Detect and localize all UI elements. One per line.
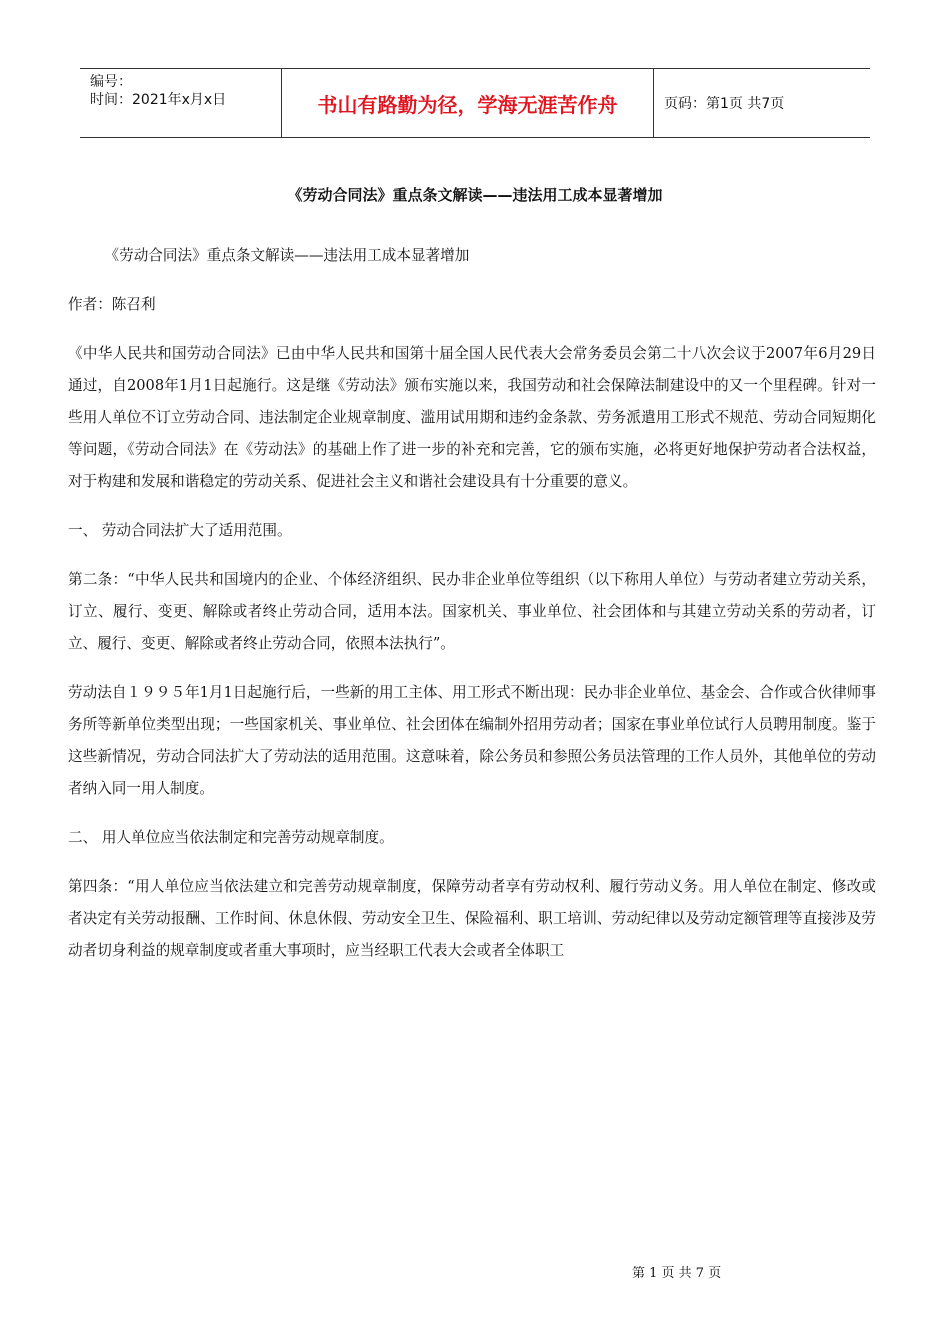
section-heading: 一、 劳动合同法扩大了适用范围。 [68,522,292,539]
header-meta [80,69,282,137]
body-paragraph: 《中华人民共和国劳动合同法》已由中华人民共和国第十届全国人民代表大会常务委员会第二十八次会议于2007年6月29日通过，自2008年1月1日起施行。这是继《劳动法》颁布实施以来，我国劳动和社会保障法制建设中的又一个里程碑。针对一些用人单位不订立劳动合同、违法制定企业规章制度、滥用试用期和违约金条款、劳务派遣用工形式不规范、劳动合同短期化等问题，《劳动合同法》在《劳动法》的基础上作了进一步的补充和完善，它的颁布实施，必将更好地保护劳动者合法权益，对于构建和发展和谐稳定的劳动关系、促进社会主义和谐社会建设具有十分重要的意义。 [68,345,876,490]
header-motto: 书山有路勤为径，学海无涯苦作舟 [282,69,654,137]
time-label: 时间：2021年x月x日 [90,92,227,108]
subtitle-paragraph: 《劳动合同法》重点条文解读——违法用工成本显著增加 [104,247,470,264]
page-header [80,68,870,138]
document-body [68,240,876,984]
body-paragraph: 第四条：“用人单位应当依法建立和完善劳动规章制度，保障劳动者享有劳动权利、履行劳动义务。用人单位在制定、修改或者决定有关劳动报酬、工作时间、休息休假、劳动安全卫生、保险福利、职工培训、劳动纪律以及劳动定额管理等直接涉及劳动者切身利益的规章制度或者重大事项时，应当经职工代表大会或者全体职工 [68,878,876,959]
author-line: 作者：陈召利 [68,296,156,313]
body-paragraph: 劳动法自１９９５年1月1日起施行后，一些新的用工主体、用工形式不断出现：民办非企业单位、基金会、合作或合伙律师事务所等新单位类型出现；一些国家机关、事业单位、社会团体在编制外招用劳动者；国家在事业单位试行人员聘用制度。鉴于这些新情况，劳动合同法扩大了劳动法的适用范围。这意味着，除公务员和参照公务员法管理的工作人员外，其他单位的劳动者纳入同一用人制度。 [68,684,876,797]
page-footer: 第 1 页 共 7 页 [632,1266,722,1281]
body-paragraph: 第二条：“中华人民共和国境内的企业、个体经济组织、民办非企业单位等组织（以下称用人单位）与劳动者建立劳动关系，订立、履行、变更、解除或者终止劳动合同，适用本法。国家机关、事业单位、社会团体和与其建立劳动关系的劳动者，订立、履行、变更、解除或者终止劳动合同，依照本法执行”。 [68,571,876,652]
header-page-info: 页码：第1页 共7页 [664,96,785,112]
code-label: 编号： [90,74,132,90]
document-title: 《劳动合同法》重点条文解读——违法用工成本显著增加 [287,186,663,204]
section-heading: 二、 用人单位应当依法制定和完善劳动规章制度。 [68,829,394,846]
